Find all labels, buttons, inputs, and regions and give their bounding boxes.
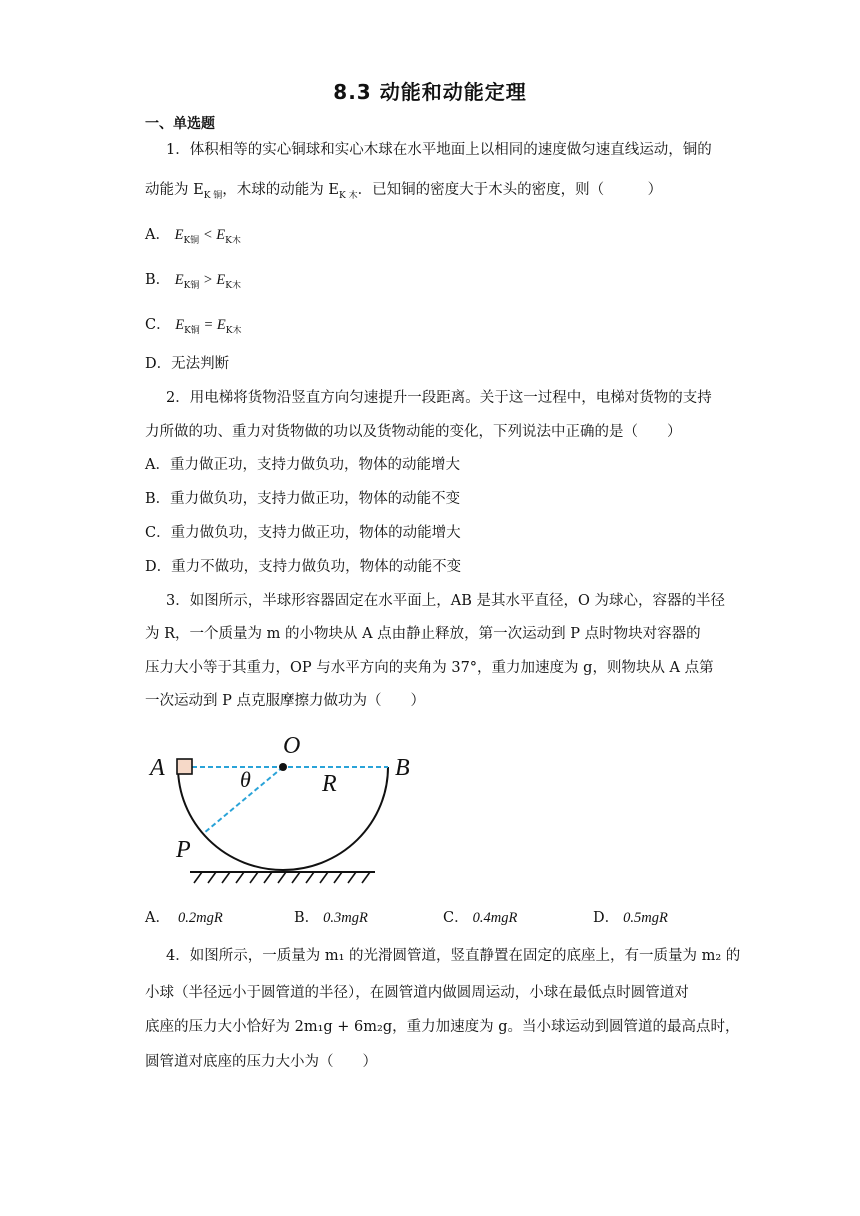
q1-option-b: B． $E_{K铜} > E_{K木}$	[145, 272, 241, 291]
q3-line-2: 为 R，一个质量为 m 的小物块从 A 点由静止释放，第一次运动到 P 点时物块对容器的	[145, 626, 701, 642]
q3-option-a: A． 0.2mgR	[145, 910, 223, 926]
q3-line-3: 压力大小等于其重力，OP 与水平方向的夹角为 37°，重力加速度为 g，则物块从 A 点第	[145, 660, 714, 676]
label-r: R	[322, 771, 337, 797]
ground-hatch	[194, 872, 370, 883]
q2-option-c: C．重力做负功，支持力做正功，物体的动能增大	[145, 525, 461, 541]
label-a: A	[150, 755, 165, 781]
q3-option-d: D． 0.5mgR	[593, 910, 668, 926]
q4-line-3: 底座的压力大小恰好为 2m₁g + 6m₂g，重力加速度为 g。当小球运动到圆管道的最高点时，	[145, 1019, 740, 1035]
q4-line-1: 4．如图所示，一质量为 m₁ 的光滑圆管道，竖直静置在固定的底座上，有一质量为 m₂ 的	[166, 948, 741, 964]
q4-line-2: 小球（半径远小于圆管道的半径），在圆管道内做圆周运动，小球在最低点时圆管道对	[145, 985, 689, 1001]
q2-line-1: 2．用电梯将货物沿竖直方向匀速提升一段距离。关于这一过程中，电梯对货物的支持	[166, 390, 712, 406]
q2-option-d: D．重力不做功，支持力做负功，物体的动能不变	[145, 559, 462, 575]
q1-option-a: A． $E_{K铜} < E_{K木}$	[145, 227, 241, 246]
q3-option-b: B． 0.3mgR	[294, 910, 368, 926]
label-b: B	[395, 755, 410, 781]
bowl-arc	[178, 767, 388, 870]
q1-line-2: 动能为 $E_{K 铜}$，木球的动能为 $E_{K 木}$．已知铜的密度大于木头的密度，则（ ）	[145, 182, 663, 201]
label-o: O	[283, 733, 301, 759]
center-dot	[279, 763, 287, 771]
block-square	[177, 759, 192, 774]
hemisphere-figure	[140, 725, 430, 890]
page-title: 8.3 动能和动能定理	[333, 80, 527, 104]
label-p: P	[176, 837, 191, 863]
q2-option-b: B．重力做负功，支持力做正功，物体的动能不变	[145, 491, 461, 507]
section-heading: 一、单选题	[145, 116, 215, 132]
label-theta: θ	[240, 767, 251, 792]
q1-line-1: 1．体积相等的实心铜球和实心木球在水平地面上以相同的速度做匀速直线运动，铜的	[166, 142, 712, 158]
q2-option-a: A．重力做正功，支持力做负功，物体的动能增大	[145, 457, 460, 473]
q3-line-4: 一次运动到 P 点克服摩擦力做功为（ ）	[145, 693, 425, 709]
q1-option-d: D．无法判断	[145, 356, 230, 372]
q3-option-c: C． 0.4mgR	[443, 910, 518, 926]
q1-option-c: C． $E_{K铜} = E_{K木}$	[145, 317, 242, 336]
q4-line-4: 圆管道对底座的压力大小为（ ）	[145, 1054, 377, 1070]
q2-line-2: 力所做的功、重力对货物做的功以及货物动能的变化，下列说法中正确的是（ ）	[145, 424, 682, 440]
q3-line-1: 3．如图所示，半球形容器固定在水平面上，AB 是其水平直径，O 为球心，容器的半径	[166, 593, 725, 609]
